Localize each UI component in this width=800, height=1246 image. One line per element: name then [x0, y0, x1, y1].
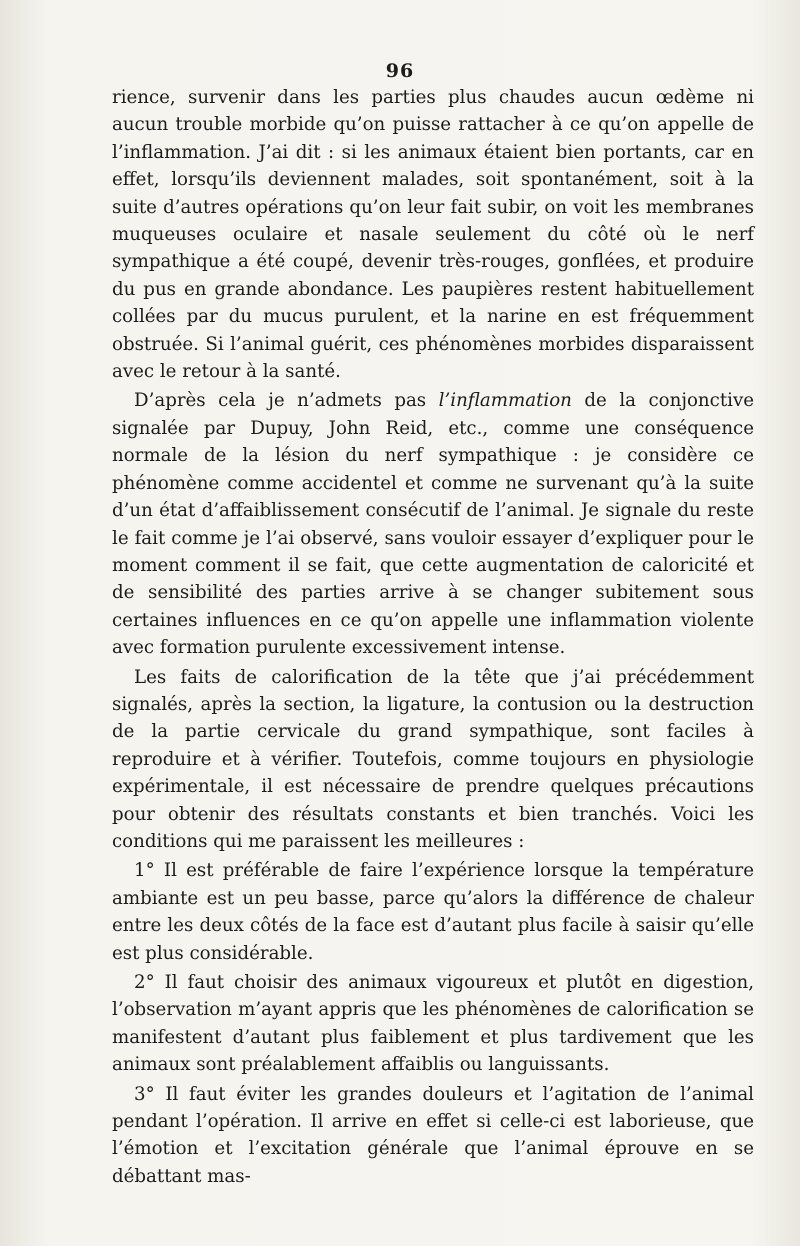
paragraph-4: 1° Il est préférable de faire l’expérience lorsque la température ambiante est un peu basse, parce qu’alors la différence de chaleur entre les deux côtés de la face est d’autant plus facile à saisir qu’elle est plus considérable.: [112, 860, 754, 964]
body-text: [112, 84, 754, 1192]
paragraph-1: rience, survenir dans les parties plus chaudes aucun œdème ni aucun trouble morbide qu’on puisse rattacher à ce qu’on appelle de l’inflammation. J’ai dit : si les animaux étaient bien portants, car en effet, lorsqu’ils deviennent malades, soit spontanément, soit à la suite d’autres opérations qu’on leur fait subir, on voit les membranes muqueuses oculaire et nasale seulement du côté où le nerf sympathique a été coupé, devenir très-rouges, gonflées, et produire du pus en grande abondance. Les paupières restent habituellement collées par du mucus purulent, et la narine en est fréquemment obstruée. Si l’animal guérit, ces phénomènes morbides disparaissent avec le retour à la santé.: [112, 87, 754, 383]
italic-term: l’inflammation: [438, 390, 572, 412]
page-number: 96: [385, 60, 415, 82]
paragraph-2: D’après cela je n’admets pas l’inflammation de la conjonctive signalée par Dupuy, John Reid, etc., comme une conséquence normale de la lésion du nerf sympathique : je considère ce phénomène comme accidentel et comme ne survenant qu’à la suite d’un état d’affaiblissement consécutif de l’animal. Je signale du reste le fait comme je l’ai observé, sans vouloir essayer d’expliquer pour le moment comment il se fait, que cette augmentation de caloricité et de sensibilité des parties arrive à se changer subitement sous certaines influences en ce qu’on appelle une inflammation violente avec formation purulente excessivement intense.: [112, 390, 754, 659]
paragraph-6: 3° Il faut éviter les grandes douleurs et l’agitation de l’animal pendant l’opération. Il arrive en effet si celle-ci est laborieuse, que l’émotion et l’excitation générale que l’animal éprouve en se débattant mas-: [112, 1083, 754, 1187]
paragraph-3: Les faits de calorification de la tête que j’ai précédemment signalés, après la section, la ligature, la contusion ou la destruction de la partie cervicale du grand sympathique, sont faciles à reproduire et à vérifier. Toutefois, comme toujours en physiologie expérimentale, il est nécessaire de prendre quelques précautions pour obtenir des résultats constants et bien tranchés. Voici les conditions qui me paraissent les meilleures :: [112, 666, 754, 852]
paragraph-5: 2° Il faut choisir des animaux vigoureux et plutôt en digestion, l’observation m’ayant appris que les phénomènes de calorification se manifestent d’autant plus faiblement et plus tardivement que les animaux sont préalablement affaiblis ou languissants.: [112, 972, 754, 1076]
